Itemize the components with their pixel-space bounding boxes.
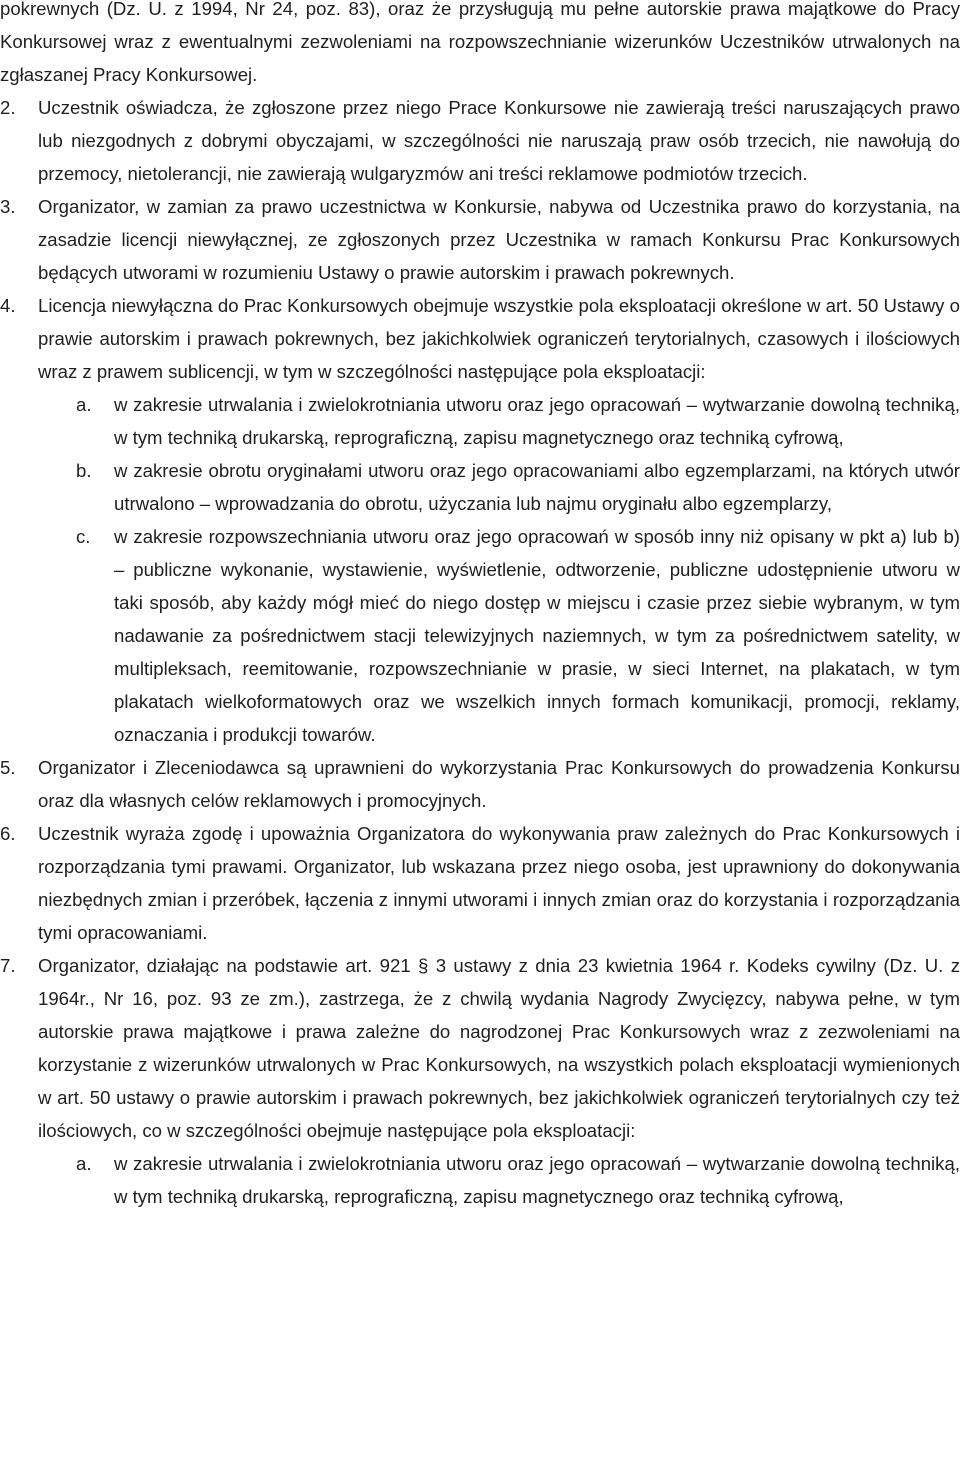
item-text: Uczestnik wyraża zgodę i upoważnia Organizatora do wykonywania praw zależnych do Prac Konkursowych i rozporządzania tymi prawami. Organizator, lub wskazana przez niego osoba, jest uprawniony do dokonywania niezbędnych zmian i przeróbek, łączenia z innymi utworami i innych zmian oraz do korzystania i rozporządzania tymi opracowaniami. [38, 823, 960, 943]
item-text: Organizator, działając na podstawie art. 921 § 3 ustawy z dnia 23 kwietnia 1964 r. Kodeks cywilny (Dz. U. z 1964r., Nr 16, poz. 93 ze zm.), zastrzega, że z chwilą wydania Nagrody Zwycięzcy, nabywa pełne, w tym autorskie prawa majątkowe i prawa zależne do nagrodzonej Prac Konkursowych wraz z zezwoleniami na korzystanie z wizerunków utrwalonych w Prac Konkursowych, na wszystkich polach eksploatacji wymienionych w art. 50 ustawy o prawie autorskim i prawach pokrewnych, bez jakichkolwiek ograniczeń terytorialnych czy też ilościowych, co w szczególności obejmuje następujące pola eksploatacji: [38, 955, 960, 1141]
item-number: 5. [0, 757, 16, 778]
subitem-letter: a. [76, 394, 92, 415]
subitem-text: w zakresie rozpowszechniania utworu oraz jego opracowań w sposób inny niż opisany w pkt a) lub b) – publiczne wykonanie, wystawienie, wyświetlenie, odtworzenie, publiczne udostępnienie utworu w taki sposób, aby każdy mógł mieć do niego dostęp w miejscu i czasie przez siebie wybranym, w tym nadawanie za pośrednictwem stacji telewizyjnych naziemnych, w tym za pośrednictwem satelity, w multipleksach, reemitowanie, rozpowszechnianie w prasie, w sieci Internet, na plakatach, w tym plakatach wielkoformatowych oraz we wszelkich innych formach komunikacji, promocji, reklamy, oznaczania i produkcji towarów. [114, 526, 960, 745]
subitem-letter: c. [76, 526, 91, 547]
subitem-letter: a. [76, 1153, 92, 1174]
list-item-6 [0, 817, 960, 949]
item-text: Licencja niewyłączna do Prac Konkursowych obejmuje wszystkie pola eksploatacji określone w art. 50 Ustawy o prawie autorskim i prawach pokrewnych, bez jakichkolwiek ograniczeń terytorialnych, czasowych i ilościowych wraz z prawem sublicencji, w tym w szczególności następujące pola eksploatacji: [38, 295, 960, 382]
item-number: 2. [0, 97, 16, 118]
list-item-2 [0, 91, 960, 190]
subitem-text: w zakresie utrwalania i zwielokrotniania utworu oraz jego opracowań – wytwarzanie dowolną techniką, w tym techniką drukarską, reprograficzną, zapisu magnetycznego oraz techniką cyfrową, [114, 394, 960, 448]
item-number: 4. [0, 295, 16, 316]
list-item-7 [0, 949, 960, 1147]
item-number: 3. [0, 196, 16, 217]
item-text: Organizator i Zleceniodawca są uprawnieni do wykorzystania Prac Konkursowych do prowadzenia Konkursu oraz dla własnych celów reklamowych i promocyjnych. [38, 757, 960, 811]
list-item-5 [0, 751, 960, 817]
item-text: Uczestnik oświadcza, że zgłoszone przez niego Prace Konkursowe nie zawierają treści naruszających prawo lub niezgodnych z dobrymi obyczajami, w szczególności nie naruszają praw osób trzecich, nie nawołują do przemocy, nietolerancji, nie zawierają wulgaryzmów ani treści reklamowe podmiotów trzecich. [38, 97, 960, 184]
list-item-4 [0, 289, 960, 388]
list-item-3 [0, 190, 960, 289]
subitem-4b [0, 454, 960, 520]
subitem-7a [0, 1147, 960, 1213]
item-number: 6. [0, 823, 16, 844]
subitem-4c [0, 520, 960, 751]
subitem-text: w zakresie obrotu oryginałami utworu oraz jego opracowaniami albo egzemplarzami, na których utwór utrwalono – wprowadzania do obrotu, użyczania lub najmu oryginału albo egzemplarzy, [114, 460, 960, 514]
subitem-letter: b. [76, 460, 92, 481]
subitem-text: w zakresie utrwalania i zwielokrotniania utworu oraz jego opracowań – wytwarzanie dowolną techniką, w tym techniką drukarską, reprograficzną, zapisu magnetycznego oraz techniką cyfrową, [114, 1153, 960, 1207]
subitem-4a [0, 388, 960, 454]
item-number: 7. [0, 955, 16, 976]
intro-paragraph: pokrewnych (Dz. U. z 1994, Nr 24, poz. 83), oraz że przysługują mu pełne autorskie prawa majątkowe do Pracy Konkursowej wraz z ewentualnymi zezwoleniami na rozpowszechnianie wizerunków Uczestników utrwalonych na zgłaszanej Pracy Konkursowej. [0, 0, 960, 85]
item-text: Organizator, w zamian za prawo uczestnictwa w Konkursie, nabywa od Uczestnika prawo do korzystania, na zasadzie licencji niewyłącznej, ze zgłoszonych przez Uczestnika w ramach Konkursu Prac Konkursowych będących utworami w rozumieniu Ustawy o prawie autorskim i prawach pokrewnych. [38, 196, 960, 283]
